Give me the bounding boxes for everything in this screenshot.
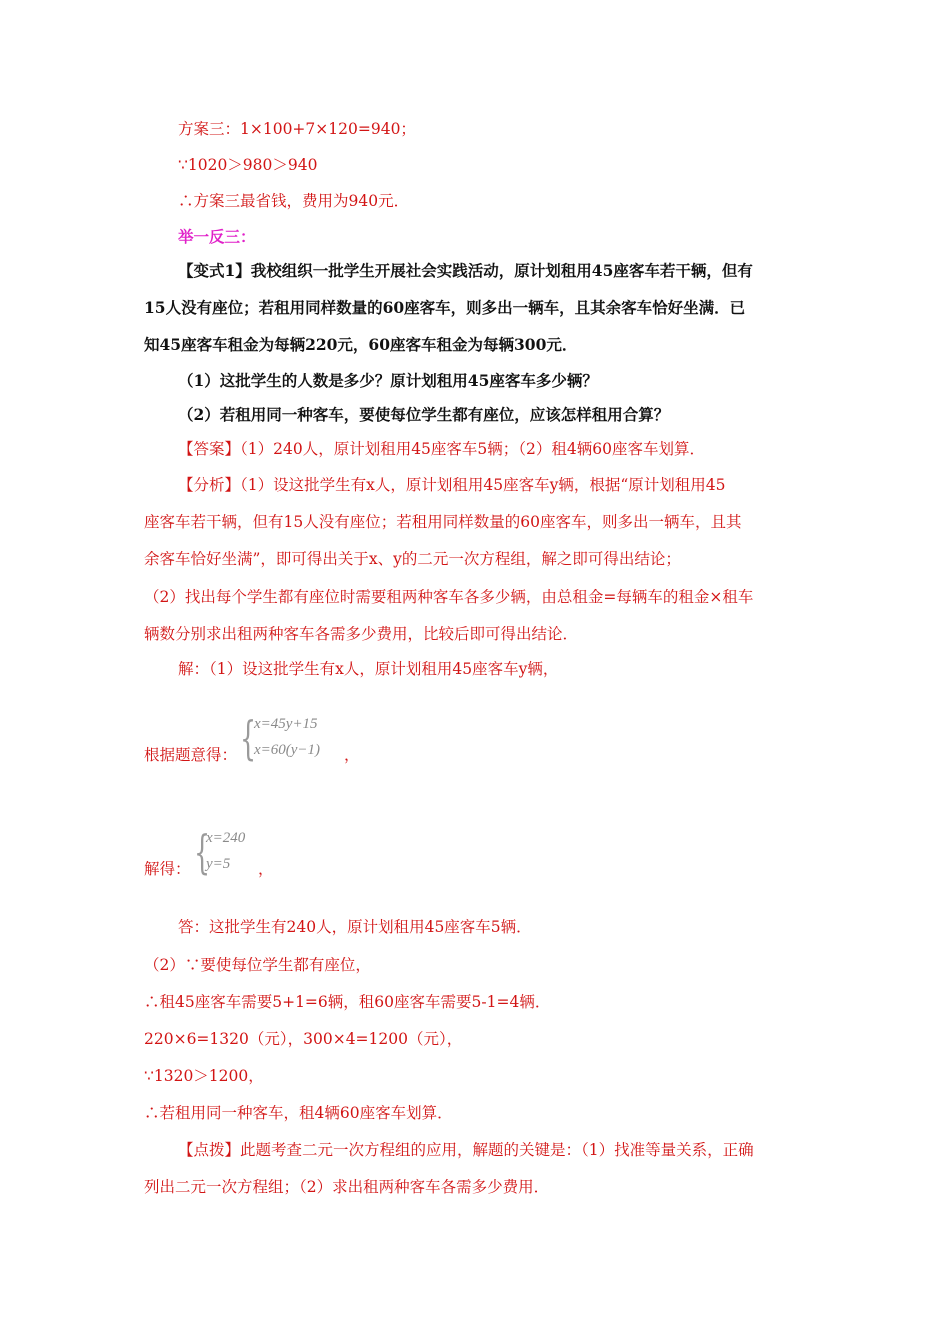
analysis-line-1: 【分析】（1）设这批学生有x人，原计划租用45座客车y辆，根据“原计划租用45	[178, 476, 726, 494]
part2-line-4: ∵1320＞1200，	[144, 1067, 264, 1085]
plan-three-line: 方案三：1×100+7×120=940；	[178, 120, 416, 138]
equation-brace-2: {	[194, 825, 211, 879]
section-heading: 举一反三：	[178, 227, 256, 246]
equation-brace-1: {	[240, 711, 257, 765]
part2-line-3: 220×6=1320（元），300×4=1200（元），	[144, 1030, 463, 1048]
equation-system-1	[254, 716, 354, 766]
analysis-line-5: 辆数分别求出租两种客车各需多少费用，比较后即可得出结论．	[144, 625, 579, 643]
equation-system-2	[206, 830, 266, 880]
tip-line-2: 列出二元一次方程组；（2）求出租两种客车各需多少费用．	[144, 1178, 550, 1196]
variant-problem-line-1: 【变式1】我校组织一批学生开展社会实践活动，原计划租用45座客车若干辆，但有	[178, 261, 753, 280]
reply-line: 答：这批学生有240人，原计划租用45座客车5辆．	[178, 918, 532, 936]
tip-line-1: 【点拨】此题考查二元一次方程组的应用，解题的关键是：（1）找准等量关系，正确	[178, 1141, 754, 1159]
part2-line-2: ∴租45座客车需要5+1=6辆，租60座客车需要5-1=4辆．	[144, 993, 551, 1011]
part2-line-5: ∴若租用同一种客车，租4辆60座客车划算．	[144, 1104, 453, 1122]
conclusion-line: ∴方案三最省钱，费用为940元．	[178, 192, 410, 210]
equation-2a: x=240	[206, 830, 246, 846]
equation-1b: x=60(y−1)	[254, 742, 321, 758]
question-1: （1）这批学生的人数是多少？原计划租用45座客车多少辆？	[178, 371, 598, 390]
solved-label: 解得：	[144, 860, 191, 878]
analysis-line-4: （2）找出每个学生都有座位时需要租两种客车各多少辆，由总租金=每辆车的租金×租车	[144, 588, 754, 606]
part2-line-1: （2）∵要使每位学生都有座位，	[144, 956, 371, 974]
analysis-line-3: 余客车恰好坐满”，即可得出关于x、y的二元一次方程组，解之即可得出结论；	[144, 550, 681, 568]
equation-comma-1: ，	[344, 746, 360, 764]
answer-line: 【答案】（1）240人，原计划租用45座客车5辆；（2）租4辆60座客车划算．	[178, 440, 705, 458]
equation-comma-2: ，	[258, 860, 274, 878]
solution-line: 解：（1）设这批学生有x人，原计划租用45座客车y辆，	[178, 660, 559, 678]
comparison-line: ∵1020＞980＞940	[178, 156, 318, 174]
variant-problem-line-2: 15人没有座位；若租用同样数量的60座客车，则多出一辆车，且其余客车恰好坐满．已	[144, 298, 746, 317]
equation-2b: y=5	[206, 856, 231, 872]
equation-1a: x=45y+15	[254, 716, 318, 732]
question-2: （2）若租用同一种客车，要使每位学生都有座位，应该怎样租用合算？	[178, 405, 670, 424]
variant-problem-line-3: 知45座客车租金为每辆220元，60座客车租金为每辆300元．	[144, 335, 578, 354]
according-label: 根据题意得：	[144, 746, 238, 764]
analysis-line-2: 座客车若干辆，但有15人没有座位；若租用同样数量的60座客车，则多出一辆车，且其	[144, 513, 742, 531]
